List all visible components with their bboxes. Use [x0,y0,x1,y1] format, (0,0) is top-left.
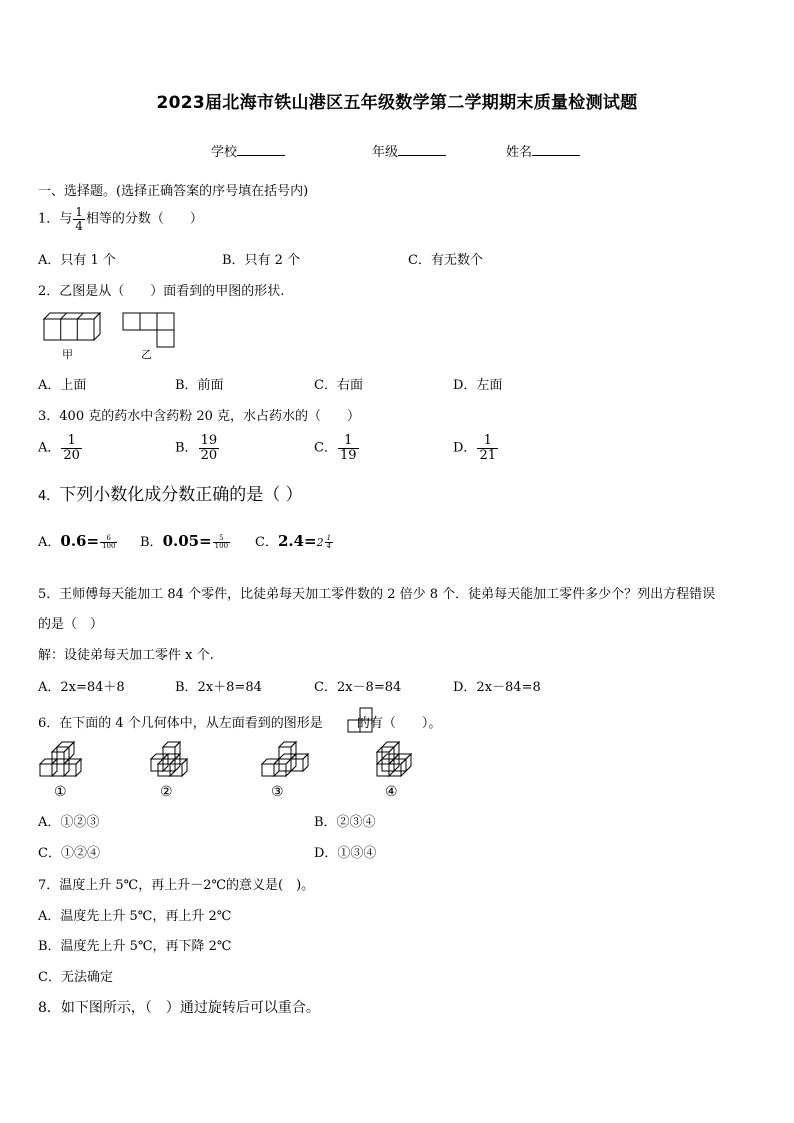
question-4: 4．下列小数化成分数正确的是（ ） [38,485,303,505]
q7-option-b[interactable]: B．温度先上升 5℃，再下降 2℃ [38,939,232,954]
figure-yi-label: 乙 [141,348,152,361]
q5-option-a[interactable]: A．2x=84＋8 [38,680,125,695]
q7-option-a[interactable]: A．温度先上升 5℃，再上升 2℃ [38,909,232,924]
q7-option-c[interactable]: C．无法确定 [38,970,113,985]
question-6: 6．在下面的 4 个几何体中，从左面看到的图形是 的有（ ）。 [38,716,442,731]
q5-option-c[interactable]: C．2x－8=84 [314,680,402,695]
q4-option-c[interactable]: C．2.4=2 $\frac{1}{4}$ [255,532,332,550]
figure-4-label: ④ [385,784,398,800]
q1-suffix: 相等的分数（ ） [85,211,203,227]
q1-option-c[interactable]: C．有无数个 [408,253,483,268]
q1-option-b[interactable]: B．只有 2 个 [222,253,301,268]
q4-option-b[interactable]: B．0.05= $\frac{5}{100}$ [140,532,229,550]
grade-label: 年级 [372,145,399,160]
q4-option-a[interactable]: A．0.6= $\frac{6}{100}$ [38,532,116,550]
q4-stem-text: 下列小数化成分数正确的是（ ） [59,485,303,505]
q3-option-a[interactable]: A． $\frac{1}{20}$ [38,433,80,463]
q6-option-a[interactable]: A．①②③ [38,815,100,830]
q2-option-d[interactable]: D．左面 [453,378,503,393]
page-title: 2023届北海市铁山港区五年级数学第二学期期末质量检测试题 [156,93,638,113]
q2-option-b[interactable]: B．前面 [175,378,224,393]
q6-option-b[interactable]: B．②③④ [314,815,376,830]
q1-option-a[interactable]: A．只有 1 个 [38,253,116,268]
q3-option-c[interactable]: C． $\frac{1}{19}$ [314,433,357,463]
q5-solution: 解：设徒弟每天加工零件 x 个. [38,648,214,663]
section-heading: 一、选择题。(选择正确答案的序号填在括号内) [38,184,309,199]
question-5-line-1: 5．王师傅每天能加工 84 个零件，比徒弟每天加工零件数的 2 倍少 8 个．徒弟每天能加工零件多少个？列出方程错误 [38,587,716,602]
question-7: 7．温度上升 5℃，再上升－2℃的意义是( )。 [38,878,315,893]
q6-option-c[interactable]: C．①②④ [38,846,100,861]
question-8: 8．如下图所示，（ ）通过旋转后可以重合。 [38,1000,320,1016]
figure-1-label: ① [54,784,67,800]
figure-2-label: ② [160,784,173,800]
q2-option-c[interactable]: C．右面 [314,378,363,393]
question-2: 2．乙图是从（ ）面看到的甲图的形状. [38,284,285,299]
q6-option-d[interactable]: D．①③④ [314,846,377,861]
figure-jia-label: 甲 [62,348,73,361]
q1-prefix: 1．与 [38,211,73,227]
q3-option-d[interactable]: D． $\frac{1}{21}$ [453,433,496,463]
q5-option-b[interactable]: B．2x＋8=84 [175,680,262,695]
question-5-line-2: 的是（ ） [38,617,104,632]
q5-option-d[interactable]: D．2x－84=8 [453,680,541,695]
school-label: 学校 [211,145,238,160]
figure-3-label: ③ [271,784,284,800]
question-3: 3．400 克的药水中含药粉 20 克，水占药水的（ ） [38,409,361,424]
name-label: 姓名 [506,145,533,160]
q3-option-b[interactable]: B． $\frac{19}{20}$ [175,433,218,463]
q2-option-a[interactable]: A．上面 [38,378,87,393]
q1-fraction: $\frac{1}{4}$ [75,205,83,233]
